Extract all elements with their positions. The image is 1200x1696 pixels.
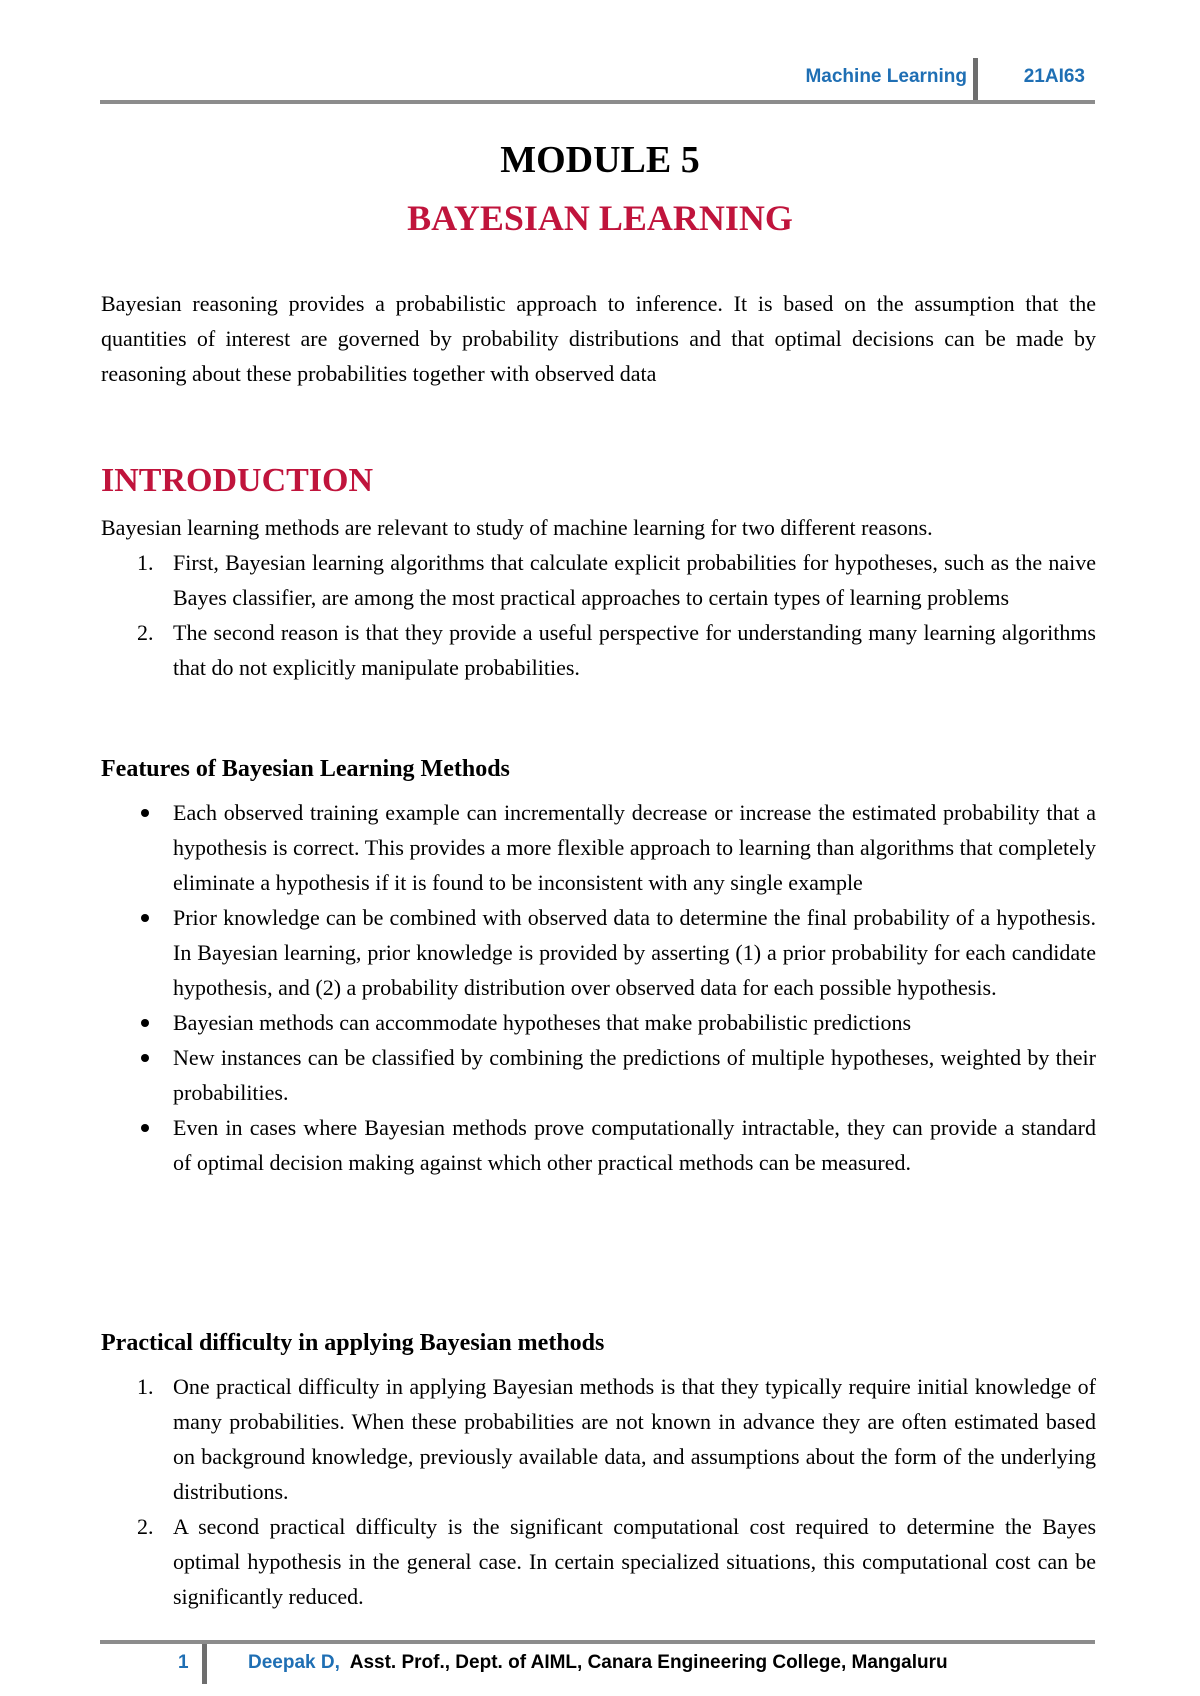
list-item <box>101 1040 1096 1110</box>
list-item <box>101 545 1096 615</box>
footer-affiliation: Asst. Prof., Dept. of AIML, Canara Engineering College, Mangaluru <box>349 1652 948 1673</box>
header-separator <box>973 58 978 100</box>
footer-credit <box>248 1652 948 1674</box>
bullet-icon <box>141 1054 149 1062</box>
module-title: MODULE 5 <box>500 139 700 181</box>
list-item-text: Prior knowledge can be combined with observed data to determine the final probability of a hypothesis. In Bayesian learning, prior knowledge is provided by asserting (1) a prior probability for each candidate hypothesis, and (2) a probability distribution over observed data for each possible hypothesis. <box>173 905 1096 1000</box>
intro-section <box>101 286 1096 391</box>
list-item <box>101 1509 1096 1614</box>
bullet-icon <box>141 809 149 817</box>
footer-author: Deepak D, <box>248 1652 340 1673</box>
list-item <box>101 795 1096 900</box>
list-item-text: New instances can be classified by combining the predictions of multiple hypotheses, weighted by their probabilities. <box>173 1045 1096 1105</box>
list-item <box>101 1110 1096 1180</box>
bullet-icon <box>141 1019 149 1027</box>
footer-separator <box>202 1644 207 1684</box>
list-number: 1. <box>137 550 154 575</box>
list-number: 2. <box>137 620 154 645</box>
list-number: 1. <box>137 1374 154 1399</box>
difficulties-section <box>101 1369 1096 1614</box>
bullet-icon <box>141 914 149 922</box>
list-item-text: First, Bayesian learning algorithms that calculate explicit probabilities for hypotheses, such as the naive Bayes classifier, are among the most practical approaches to certain types of learning problems <box>173 550 1096 610</box>
features-section <box>101 795 1096 1180</box>
page-number: 1 <box>178 1652 189 1673</box>
introduction-list <box>101 545 1096 685</box>
difficulties-heading: Practical difficulty in applying Bayesian methods <box>101 1330 605 1356</box>
header-course-code: 21AI63 <box>1023 66 1085 87</box>
introduction-section <box>101 510 1096 685</box>
list-item-text: Even in cases where Bayesian methods prove computationally intractable, they can provide a standard of optimal decision making against which other practical methods can be measured. <box>173 1115 1096 1175</box>
features-heading: Features of Bayesian Learning Methods <box>101 756 510 782</box>
list-item-text: The second reason is that they provide a useful perspective for understanding many learning algorithms that do not explicitly manipulate probabilities. <box>173 620 1096 680</box>
features-list <box>101 795 1096 1180</box>
list-item-text: Each observed training example can incrementally decrease or increase the estimated probability that a hypothesis is correct. This provides a more flexible approach to learning than algorithms that completely eliminate a hypothesis if it is found to be inconsistent with any single example <box>173 800 1096 895</box>
bullet-icon <box>141 1124 149 1132</box>
intro-paragraph: Bayesian reasoning provides a probabilistic approach to inference. It is based on the assumption that the quantities of interest are governed by probability distributions and that optimal decisions can be made by reasoning about these probabilities together with observed data <box>101 291 1096 386</box>
header-course: Machine Learning <box>805 66 967 87</box>
introduction-heading: INTRODUCTION <box>101 462 374 499</box>
list-item <box>101 1369 1096 1509</box>
footer-rule <box>100 1640 1095 1644</box>
list-item <box>101 1005 1096 1040</box>
topic-title: BAYESIAN LEARNING <box>407 198 793 238</box>
list-number: 2. <box>137 1514 154 1539</box>
list-item <box>101 900 1096 1005</box>
introduction-lead: Bayesian learning methods are relevant to study of machine learning for two different reasons. <box>101 515 933 540</box>
page-header <box>100 58 1095 104</box>
list-item-text: Bayesian methods can accommodate hypotheses that make probabilistic predictions <box>173 1010 912 1035</box>
list-item <box>101 615 1096 685</box>
list-item-text: A second practical difficulty is the significant computational cost required to determine the Bayes optimal hypothesis in the general case. In certain specialized situations, this computational cost can be significantly reduced. <box>173 1514 1096 1609</box>
difficulties-list <box>101 1369 1096 1614</box>
header-rule <box>100 100 1095 104</box>
list-item-text: One practical difficulty in applying Bayesian methods is that they typically require initial knowledge of many probabilities. When these probabilities are not known in advance they are often estimated based on background knowledge, previously available data, and assumptions about the form of the underlying distributions. <box>173 1374 1096 1504</box>
